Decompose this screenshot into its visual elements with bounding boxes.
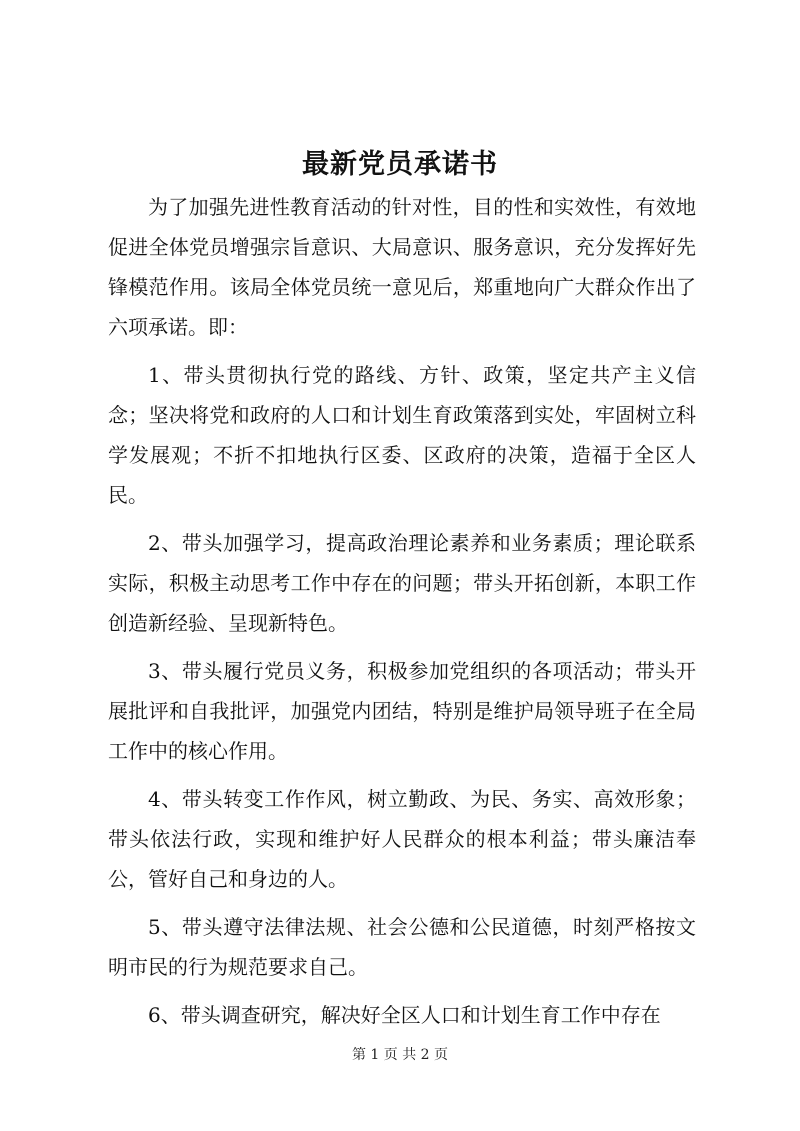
page-number-footer: 第 1 页 共 2 页 — [351, 1047, 449, 1063]
paragraph-commitment-5: 5、带头遵守法律法规、社会公德和公民道德，时刻严格按文明市民的行为规范要求自己。 — [108, 915, 696, 979]
paragraph-commitment-4: 4、带头转变工作作风，树立勤政、为民、务实、高效形象；带头依法行政，实现和维护好人民群众的根本利益；带头廉洁奉公，管好自己和身边的人。 — [108, 787, 696, 891]
document-body — [108, 187, 696, 1043]
paragraph-commitment-2: 2、带头加强学习，提高政治理论素养和业务素质；理论联系实际，积极主动思考工作中存在的问题；带头开拓创新，本职工作创造新经验、呈现新特色。 — [108, 531, 696, 635]
paragraph-commitment-1: 1、带头贯彻执行党的路线、方针、政策，坚定共产主义信念；坚决将党和政府的人口和计划生育政策落到实处，牢固树立科学发展观；不折不扣地执行区委、区政府的决策，造福于全区人民。 — [108, 363, 696, 507]
paragraph-intro: 为了加强先进性教育活动的针对性，目的性和实效性，有效地促进全体党员增强宗旨意识、大局意识、服务意识，充分发挥好先锋模范作用。该局全体党员统一意见后，郑重地向广大群众作出了六项承诺。即： — [108, 195, 696, 339]
paragraph-commitment-3: 3、带头履行党员义务，积极参加党组织的各项活动；带头开展批评和自我批评，加强党内团结，特别是维护局领导班子在全局工作中的核心作用。 — [108, 659, 696, 763]
document-title: 最新党员承诺书 — [302, 149, 498, 180]
paragraph-commitment-6: 6、带头调查研究，解决好全区人口和计划生育工作中存在 — [148, 1003, 661, 1027]
